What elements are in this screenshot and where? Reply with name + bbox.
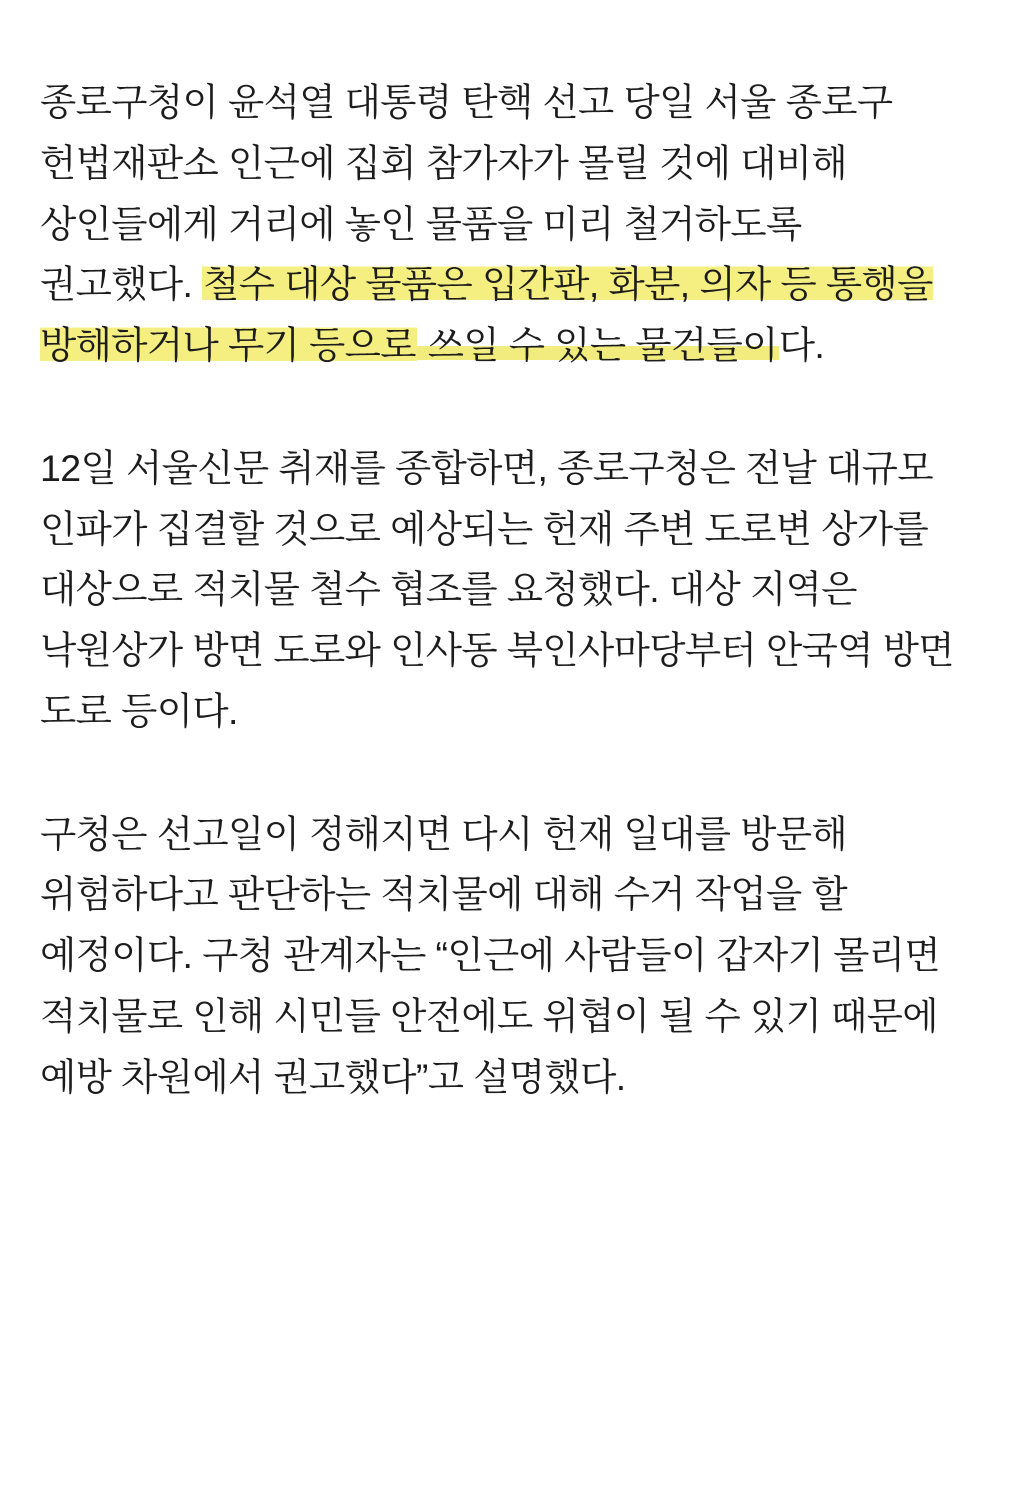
highlighted-text-partial: 쓰일 수 있는 물건들이 — [417, 324, 778, 366]
text-run: 12일 서울신문 취재를 종합하면, 종로구청은 전날 대규모 인파가 집결할 것으로 예상되는 헌재 주변 도로변 상가를 대상으로 적치물 철수 협조를 요청했다. 대상 지역은 낙원상가 방면 도로와 인사동 북인사마당부터 안국역 방면 도로 등이다. — [40, 446, 954, 732]
text-run: 종로구청이 윤석열 대통령 탄핵 선고 당일 서울 종로구 헌법재판소 인근에 집회 참가자가 몰릴 것에 대비해 상인들에게 거리에 놓인 물품을 미리 철거하도록 권고했다. — [40, 81, 893, 306]
text-run: 구청은 선고일이 정해지면 다시 헌재 일대를 방문해 위험하다고 판단하는 적치물에 대해 수거 작업을 할 예정이다. 구청 관계자는 “인근에 사람들이 갑자기 몰리면 적치물로 인해 시민들 안전에도 위협이 될 수 있기 때문에 예방 차원에서 권고했다”고 설명했다. — [40, 812, 940, 1098]
paragraph-2 — [40, 438, 962, 742]
highlighted-text: 철수 대상 물품은 입간판, 화분, 의자 등 통행을 방해하거나 무기 등으로 — [40, 263, 933, 366]
paragraph-1 — [40, 72, 962, 376]
text-run: 다. — [778, 324, 825, 366]
paragraph-3 — [40, 804, 962, 1108]
